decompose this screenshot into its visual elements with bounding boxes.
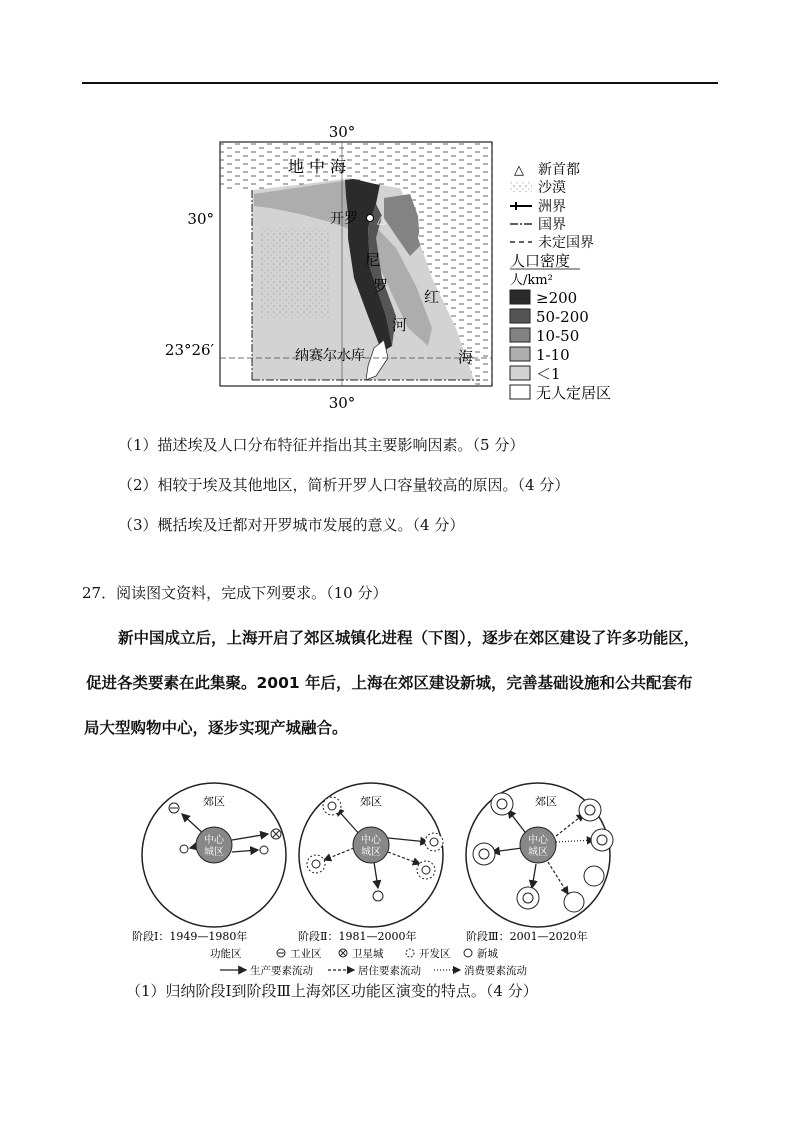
map-legend	[510, 162, 594, 288]
density-swatch	[510, 347, 530, 361]
legend-production-flow: 生产要素流动	[250, 965, 313, 977]
mediterranean-label: 地 中 海	[287, 157, 347, 176]
density-class-label: ＜1	[536, 365, 561, 383]
q27-header: 27．阅读图文资料，完成下列要求。（10 分）	[82, 584, 388, 602]
stage-3-industrial	[585, 805, 595, 815]
legend-residence-flow: 居住要素流动	[358, 965, 421, 977]
stage-3-caption: 阶段Ⅲ：2001—2020年	[466, 930, 588, 943]
stage-1-center-label: 城区	[204, 847, 224, 858]
legend-symbol-new-capital: △	[514, 163, 524, 178]
legend-national-border: 国界	[538, 217, 566, 233]
legend-satellite: 卫星城	[352, 948, 384, 960]
lake-nasser-label: 纳赛尔水库	[295, 348, 365, 364]
header-rule	[82, 82, 718, 84]
density-swatch	[510, 385, 530, 399]
longitude-label-top: 30°	[328, 123, 356, 141]
stage-3-new-town	[564, 892, 584, 912]
stage-3-satellite	[597, 835, 607, 845]
legend-symbol-desert	[510, 181, 532, 192]
density-class-label: 1-10	[536, 346, 570, 364]
red-sea-char-2: 海	[458, 348, 474, 366]
density-legend	[510, 289, 611, 402]
stage-3-new-town	[584, 866, 604, 886]
q27-sub-1: （1）归纳阶段Ⅰ到阶段Ⅲ上海郊区功能区演变的特点。（4 分）	[126, 982, 538, 1000]
density-class-label: ≥200	[536, 289, 578, 307]
legend-industrial: 工业区	[290, 948, 322, 960]
stages-legend	[210, 947, 527, 977]
q26-sub-3: （3）概括埃及迁都对开罗城市发展的意义。（4 分）	[118, 516, 465, 534]
legend-zone-title: 功能区	[210, 948, 242, 960]
legend-new-town: 新城	[477, 948, 498, 960]
cairo-marker	[367, 215, 374, 222]
q27-paragraph-line-2: 促进各类要素在此集聚。2001 年后，上海在郊区建设新城，完善基础设施和公共配套布	[86, 674, 693, 692]
stage-2-center-label: 城区	[361, 847, 381, 858]
stage-1-suburb-label: 郊区	[203, 795, 225, 808]
stage-1-diagram	[132, 783, 286, 943]
density-swatch	[510, 328, 530, 342]
legend-density-unit: 人/km²	[510, 273, 553, 288]
stage-2-satellite	[430, 838, 438, 846]
stage-3-satellite	[497, 799, 507, 809]
nile-char-3: 河	[392, 316, 408, 334]
stage-3-center-label: 城区	[528, 847, 548, 858]
nile-char-1: 尼	[365, 251, 381, 269]
stage-2-industrial	[422, 866, 430, 874]
q26-sub-2: （2）相较于埃及其他地区，简析开罗人口容量较高的原因。（4 分）	[118, 476, 570, 494]
desert-texture	[260, 228, 330, 318]
stage-1-caption: 阶段Ⅰ：1949—1980年	[132, 930, 248, 943]
shanghai-stages-diagram	[128, 780, 628, 980]
stage-3-center-label: 中心	[528, 835, 548, 846]
longitude-label-bottom: 30°	[328, 394, 356, 412]
egypt-population-map	[164, 118, 640, 418]
south-neighbor	[220, 380, 492, 386]
legend-consumption-flow: 消费要素流动	[464, 965, 527, 977]
legend-density-title: 人口密度	[510, 252, 571, 270]
stage-2-caption: 阶段Ⅱ：1981—2000年	[298, 930, 417, 943]
density-swatch	[510, 290, 530, 304]
legend-development-symbol	[406, 949, 414, 957]
new-capital-marker: △	[377, 213, 386, 226]
stage-3-satellite	[523, 893, 533, 903]
west-neighbor	[220, 188, 252, 380]
stage-3-industrial	[479, 849, 489, 859]
latitude-label-30: 30°	[187, 210, 214, 228]
stage-2-diagram	[298, 783, 443, 943]
stage-2-satellite	[328, 802, 336, 810]
density-class-label: 50-200	[536, 308, 589, 326]
nile-char-2: 罗	[373, 277, 389, 295]
stage-1-industrial	[180, 845, 188, 853]
q27-paragraph-line-1: 新中国成立后，上海开启了郊区城镇化进程（下图），逐步在郊区建设了许多功能区，	[118, 629, 700, 647]
latitude-label-tropic: 23°26′	[164, 341, 214, 359]
red-sea-char-1: 红	[424, 288, 440, 306]
legend-new-town-symbol	[464, 949, 472, 957]
stage-2-satellite	[373, 891, 383, 901]
stage-1-industrial	[260, 846, 268, 854]
density-class-label: 10-50	[536, 327, 580, 345]
density-class-label: 无人定居区	[536, 384, 612, 402]
legend-development: 开发区	[419, 948, 451, 960]
q26-sub-1: （1）描述埃及人口分布特征并指出其主要影响因素。（5 分）	[118, 436, 525, 454]
cairo-label: 开罗	[330, 211, 358, 227]
stage-3-diagram	[466, 783, 613, 943]
stage-2-center-label: 中心	[361, 835, 381, 846]
density-swatch	[510, 366, 530, 380]
density-swatch	[510, 309, 530, 323]
legend-symbol-continent	[510, 202, 532, 210]
legend-undetermined-border: 未定国界	[538, 235, 594, 251]
legend-desert: 沙漠	[538, 180, 566, 196]
stage-3-suburb-label: 郊区	[535, 795, 557, 808]
stage-2-suburb-label: 郊区	[360, 795, 382, 808]
q27-paragraph-line-3: 局大型购物中心，逐步实现产城融合。	[84, 719, 348, 737]
legend-continent-boundary: 洲界	[538, 199, 566, 215]
stage-1-center-label: 中心	[204, 835, 224, 846]
legend-new-capital: 新首都	[538, 162, 580, 178]
stage-2-industrial	[312, 860, 320, 868]
